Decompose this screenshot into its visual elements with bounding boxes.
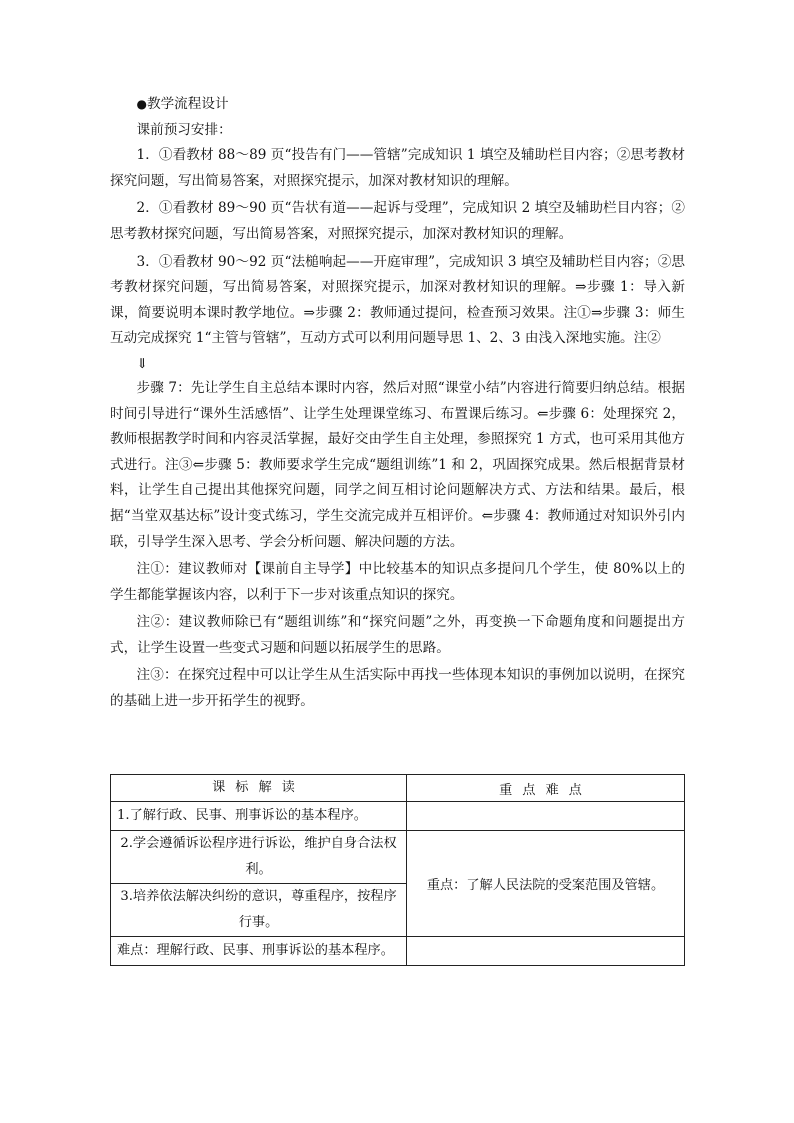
table-cell: 1.了解行政、民事、刑事诉讼的基本程序。 [111,802,407,831]
table-row [111,802,685,831]
header-key-points: 重点难点 [407,775,685,802]
steps-paragraph: 步骤 7：先让学生自主总结本课时内容，然后对照“课堂小结”内容进行简要归纳总结。根据时间引导进行“课外生活感悟”、让学生处理课堂练习、布置课后练习。⇐步骤 6：处理探究 2，教师根据教学时间和内容灵活掌握，最好交由学生自主处理，参照探究 1 方式，也可采用其他方式进行。注③⇐步骤 5：教师要求学生完成“题组训练”1 和 2，巩固探究成果。然后根据背景材料，让学生自己提出其他探究问题，同学之间互相讨论问题解决方式、方法和结果。最后，根据“当堂双基达标”设计变式练习，学生交流完成并互相评价。⇐步骤 4：教师通过对知识外引内联，引导学生深入思考、学会分析问题、解决问题的方法。 [110,379,685,550]
document-body [110,92,685,715]
note-3: 注③：在探究过程中可以让学生从生活实际中再找一些体现本知识的事例加以说明，在探究的基础上进一步开拓学生的视野。 [110,667,685,710]
note-1: 注①：建议教师对【课前自主导学】中比较基本的知识点多提问几个学生，使 80%以上的学生都能掌握该内容，以利于下一步对该重点知识的探究。 [110,561,685,603]
bullet-icon: ● [136,97,147,111]
table-cell: 难点：理解行政、民事、刑事诉讼的基本程序。 [111,937,407,966]
preview-item-3: 3．①看教材 90～92 页“法槌响起——开庭审理”，完成知识 3 填空及辅助栏目内容；②思考教材探究问题，写出简易答案，对照探究提示，加深对教材知识的理解。⇒步骤 1：导入新课，简要说明本课时教学地位。⇒步骤 2：教师通过提问，检查预习效果。注①⇒步骤 3：师生互动完成探究 1“主管与管辖”，互动方式可以利用问题导思 1、2、3 由浅入深地实施。注② [110,253,685,347]
down-arrow-icon: ⇓ [136,355,148,372]
preview-item-2: 2．①看教材 89～90 页“告状有道——起诉与受理”，完成知识 2 填空及辅助栏目内容；②思考教材探究问题，写出简易答案，对照探究提示，加深对教材知识的理解。 [110,200,685,242]
table-cell-empty [407,802,685,831]
note-2: 注②：建议教师除已有“题组训练”和“探究问题”之外，再变换一下命题角度和问题提出方式，让学生设置一些变式习题和问题以拓展学生的思路。 [110,614,685,656]
section-heading-text: 教学流程设计 [147,96,229,112]
table-cell: 3.培养依法解决纠纷的意识，尊重程序，按程序行事。 [111,884,407,937]
table-row [111,831,685,884]
preview-title: 课前预习安排： [136,121,232,138]
table-cell-empty [407,937,685,966]
table-cell: 2.学会遵循诉讼程序进行诉讼，维护自身合法权利。 [111,831,407,884]
table-row [111,937,685,966]
key-point-cell: 重点：了解人民法院的受案范围及管辖。 [407,831,685,937]
curriculum-table [110,774,685,966]
table-header-row [111,775,685,802]
preview-item-1: 1．①看教材 88～89 页“投告有门——管辖”完成知识 1 填空及辅助栏目内容；②思考教材探究问题，写出简易答案，对照探究提示，加深对教材知识的理解。 [110,147,685,189]
section-heading [110,92,685,118]
header-curriculum: 课标解读 [111,775,407,802]
